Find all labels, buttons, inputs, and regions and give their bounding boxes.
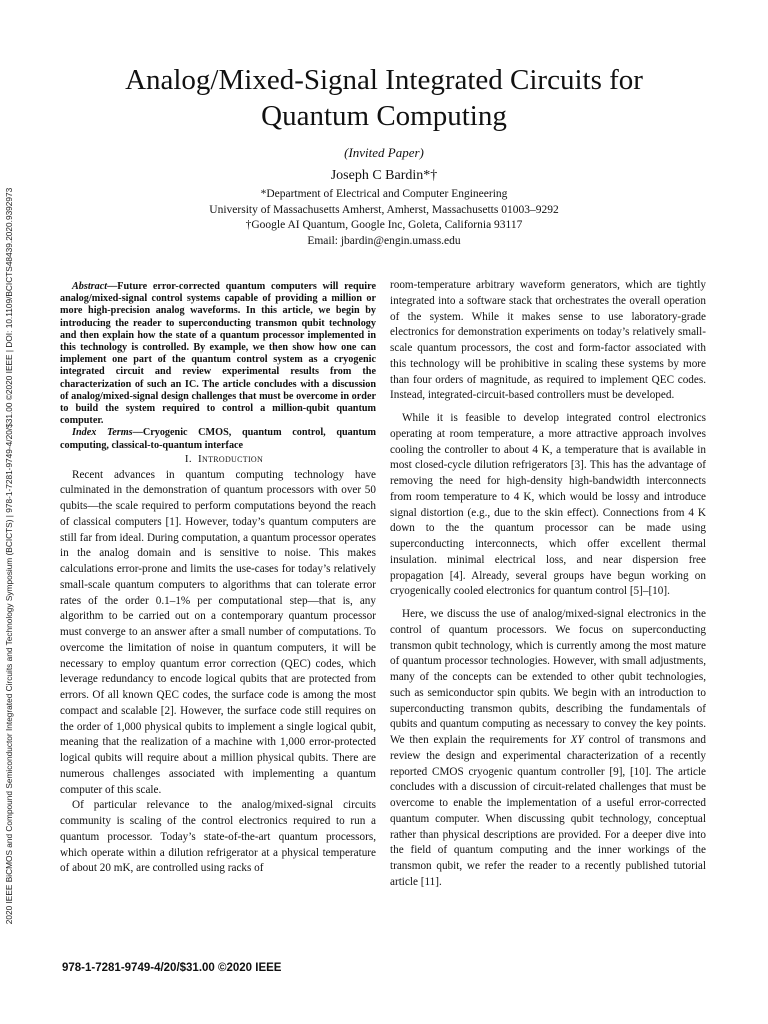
index-terms-text: —Cryogenic CMOS, quantum control, quantum computing, classical-to-quantum interface [60, 427, 376, 451]
paper-title [70, 62, 698, 134]
abstract-label: Abstract [72, 281, 108, 292]
affiliations [0, 187, 768, 249]
doi-side-note [4, 187, 14, 925]
right-column [390, 278, 706, 891]
section-number: I. [184, 452, 192, 465]
body-paragraph [390, 607, 706, 891]
title-line-1: Analog/Mixed-Signal Integrated Circuits for [125, 64, 643, 96]
section-heading [60, 452, 376, 468]
abstract [60, 281, 376, 427]
abstract-text: —Future error-corrected quantum computers will require analog/mixed-signal control systems capable of providing a million or more high-precision analog waveforms. In this article, we begin by introducing the reader to superconducting transmon qubit technology and then explain how the state of a quantum processor implemented in this technology is controlled. By example, we then show how one can implement one part of the quantum control system as a cryogenic integrated circuit and review experimental results from the characterization of such an IC. The article concludes with a discussion of analog/mixed-signal design challenges that must be overcome in order to build the system required to control a million-qubit quantum computer. [60, 281, 376, 427]
body-paragraph: Of particular relevance to the analog/mixed-signal circuits community is scaling of the control electronics required to run a quantum processor. Today’s state-of-the-art quantum processors, which operate within a dilution refrigerator at a physical temperature of about 20 mK, are controlled using racks of [60, 799, 376, 875]
body-paragraph: Recent advances in quantum computing technology have culminated in the demonstration of quantum processors with over 50 qubits—the scale required to perform computations beyond the reach of classical computers [1]. However, today’s quantum computers are still far from ideal. During computation, a quantum processor operates in the analog domain and is sensitive to noise. This makes calculations error-prone and limits the use-cases for today’s relatively small-scale quantum computers to algorithms that can tolerate error rates of the order 0.1–1% per computational step—that is, any algorithm to be carried out on a contemporary quantum processor must converge to an answer after a small number of computations. To overcome the limitation of noise in quantum computers, it will be necessary to employ quantum error correction (QEC) codes, which leverage redundancy to encode logical qubits that are protected from errors. Of all known QEC codes, the surface code is among the most compact and scalable [2]. However, the surface code still requires on the order of 1,000 physical qubits to implement a single logical qubit, meaning that the realization of a machine with 1,000 error-protected logical qubits will require about a million physical qubits. There are numerous challenges associated with implementing a quantum computer of this scale. [60, 468, 376, 796]
body-paragraph: room-temperature arbitrary waveform generators, which are tightly integrated into a software stack that orchestrates the overall operation of the system. While it makes sense to use laboratory-grade electronics for demonstration experiments on today’s relatively small-scale quantum processors, the cost and form-factor associated with this technology will be prohibitive in scaling these systems by more than four orders of magnitude, as required to implement QEC codes. Instead, integrated-circuit-based controllers must be developed. [390, 279, 706, 402]
body-paragraph: While it is feasible to develop integrated control electronics operating at room temperature, a more attractive approach involves cooling the controller to about 4 K, a temperature that is available in most closed-cycle dilution refrigerators [3]. This has the advantage of removing the need for high-density high-bandwidth interconnects from room temperature to 4 K, which would be lossy and introduce signal distortion (e.g., due to the skin effect). Connections from 4 K down to the the quantum processor can be made using superconducting interconnects, which offer excellent thermal insulation. minimal electrical loss, and near dispersion free propagation [4]. Already, several groups have begun working on cryogenically cooled electronics for quantum control [5]–[10]. [390, 412, 706, 598]
author-email: Email: jbardin@engin.umass.edu [307, 234, 461, 247]
paragraph-text: control of transmons and review the design and experimental characterization of a recently reported CMOS cryogenic quantum controller [9], [10]. The article concludes with a discussion of circuit-related challenges that must be overcome to enable the implementation of a useful error-corrected quantum computer. When discussing qubit technology, conceptual rather than physical descriptions are provided. For a deeper dive into the field of quantum computing and the inner workings of the transmon qubit, we refer the reader to a recently published tutorial article [11]. [390, 734, 706, 888]
author-name: Joseph C Bardin*† [330, 168, 438, 183]
doi-side-note-text: 2020 IEEE BiCMOS and Compound Semiconductor Integrated Circuits and Technology Symposium (BCICTS) | 978-1-7281-9749-4/20/$31.00 ©2020 IEEE | DOI: 10.1109/BCICTS48439.2020.9392973 [4, 187, 14, 925]
title-line-2: Quantum Computing [261, 100, 507, 132]
paragraph-text: Here, we discuss the use of analog/mixed-signal electronics in the control of quantum processors. We focus on superconducting transmon qubit technology, which is currently among the most mature of quantum processor technologies. However, with small adjustments, many of the concepts can be extended to other qubit technologies, such as semiconductor spin qubits. We begin with an introduction to superconducting transmon qubits, describing the fundamentals of qubits and quantum computing as necessary to convey the key points. We then explain the requirements for [390, 608, 706, 746]
left-column [60, 281, 376, 877]
affiliation-line: *Department of Electrical and Computer Engineering [260, 188, 508, 200]
section-title: Introduction [198, 452, 264, 465]
index-terms [60, 427, 376, 451]
affiliation-line: †Google AI Quantum, Google Inc, Goleta, California 93117 [245, 219, 523, 232]
affiliation-line: University of Massachusetts Amherst, Amherst, Massachusetts 01003–9292 [209, 203, 559, 216]
invited-paper-label: (Invited Paper) [344, 145, 424, 160]
copyright-footer: 978-1-7281-9749-4/20/$31.00 ©2020 IEEE [62, 962, 282, 974]
xy-control-term: XY [570, 734, 584, 746]
index-terms-label: Index Terms [72, 427, 133, 439]
